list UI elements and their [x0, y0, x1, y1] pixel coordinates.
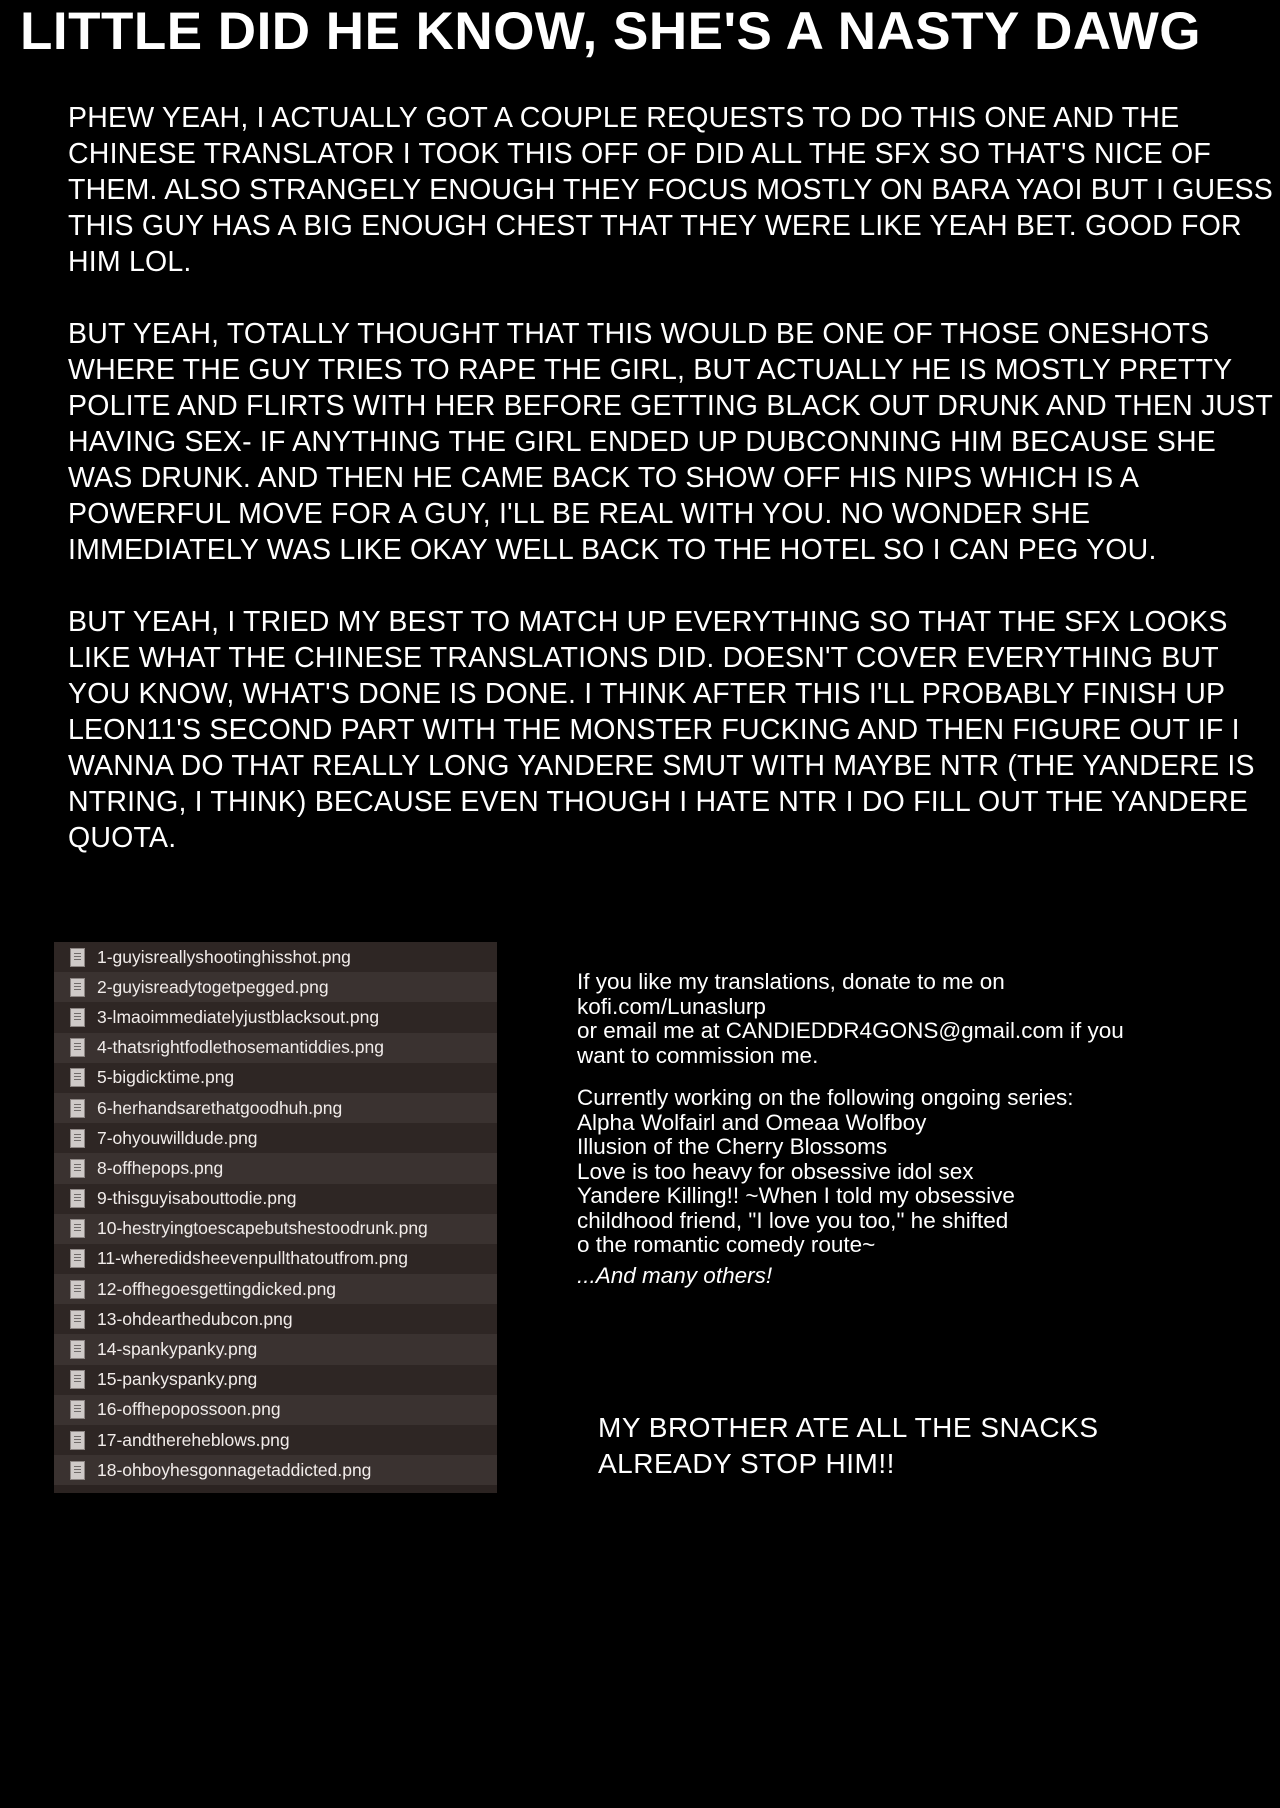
file-list-item[interactable]	[54, 1274, 497, 1304]
file-name: 7-ohyouwilldude.png	[97, 1127, 258, 1148]
file-list-item[interactable]	[54, 1304, 497, 1334]
file-name: 1-guyisreallyshootinghisshot.png	[97, 946, 351, 967]
image-file-icon	[70, 948, 85, 967]
file-name: 17-andthereheblows.png	[97, 1429, 290, 1450]
translator-notes	[68, 100, 1280, 892]
email-line: or email me at CANDIEDDR4GONS@gmail.com if you	[577, 1018, 1124, 1043]
snacks-note: MY BROTHER ATE ALL THE SNACKS ALREADY STOP HIM!!	[598, 1412, 1099, 1479]
file-name: 6-herhandsarethatgoodhuh.png	[97, 1097, 343, 1118]
file-name: 4-thatsrightfodlethosemantiddies.png	[97, 1037, 384, 1058]
file-list-item[interactable]	[54, 1153, 497, 1183]
file-list-item[interactable]	[54, 1063, 497, 1093]
file-name: 3-lmaoimmediatelyjustblacksout.png	[97, 1006, 380, 1027]
file-list-item[interactable]	[54, 1214, 497, 1244]
image-file-icon	[70, 1189, 85, 1208]
file-list-item[interactable]	[54, 1093, 497, 1123]
image-file-icon	[70, 1249, 85, 1268]
image-file-icon	[70, 1340, 85, 1359]
image-file-icon	[70, 978, 85, 997]
file-name: 15-pankyspanky.png	[97, 1369, 258, 1390]
file-list-item[interactable]	[54, 972, 497, 1002]
file-list-item[interactable]	[54, 1002, 497, 1032]
image-file-icon	[70, 1310, 85, 1329]
image-file-icon	[70, 1159, 85, 1178]
image-file-icon	[70, 1099, 85, 1118]
file-name: 5-bigdicktime.png	[97, 1067, 235, 1088]
image-file-icon	[70, 1400, 85, 1419]
file-name: 2-guyisreadytogetpegged.png	[97, 976, 329, 997]
page-title: LITTLE DID HE KNOW, SHE'S A NASTY DAWG	[20, 2, 1201, 61]
series-info	[577, 1086, 1217, 1288]
file-list-item[interactable]	[54, 1123, 497, 1153]
file-name: 8-offhepops.png	[97, 1157, 224, 1178]
series-heading: Currently working on the following ongoing series:	[577, 1085, 1074, 1110]
image-file-icon	[70, 1431, 85, 1450]
file-list-item[interactable]	[54, 1244, 497, 1274]
file-list-item[interactable]	[54, 1334, 497, 1364]
image-file-icon	[70, 1219, 85, 1238]
notes-paragraph-3: BUT YEAH, I TRIED MY BEST TO MATCH UP EVERYTHING SO THAT THE SFX LOOKS LIKE WHAT THE CHINESE TRANSLATIONS DID. DOESN'T COVER EVERYTHING BUT YOU KNOW, WHAT'S DONE IS DONE. I THINK AFTER THIS I'LL PROBABLY FINISH UP LEON11'S SECOND PART WITH THE MONSTER FUCKING AND THEN FIGURE OUT IF I WANNA DO THAT REALLY LONG YANDERE SMUT WITH MAYBE NTR (THE YANDERE IS NTRING, I THINK) BECAUSE EVEN THOUGH I HATE NTR I DO FILL OUT THE YANDERE QUOTA.	[68, 606, 1255, 854]
file-list-item[interactable]	[54, 1455, 497, 1485]
notes-paragraph-1: PHEW YEAH, I ACTUALLY GOT A COUPLE REQUESTS TO DO THIS ONE AND THE CHINESE TRANSLATOR I TOOK THIS OFF OF DID ALL THE SFX SO THAT'S NICE OF THEM. ALSO STRANGELY ENOUGH THEY FOCUS MOSTLY ON BARA YAOI BUT I GUESS THIS GUY HAS A BIG ENOUGH CHEST THAT THEY WERE LIKE YEAH BET. GOOD FOR HIM LOL.	[68, 102, 1273, 278]
series-item: Alpha Wolfairl and Omeaa Wolfboy	[577, 1109, 927, 1135]
file-list-item[interactable]	[54, 942, 497, 972]
file-name: 9-thisguyisabouttodie.png	[97, 1188, 297, 1209]
file-list-item[interactable]	[54, 1425, 497, 1455]
file-name: 10-hestryingtoescapebutshestoodrunk.png	[97, 1218, 428, 1239]
file-name: 11-wheredidsheevenpullthatoutfrom.png	[97, 1248, 408, 1269]
donate-info	[577, 970, 1217, 1068]
file-list-item[interactable]	[54, 1365, 497, 1395]
kofi-link[interactable]: kofi.com/Lunaslurp	[577, 993, 766, 1019]
image-file-icon	[70, 1008, 85, 1027]
notes-paragraph-2: BUT YEAH, TOTALLY THOUGHT THAT THIS WOULD BE ONE OF THOSE ONESHOTS WHERE THE GUY TRIES TO RAPE THE GIRL, BUT ACTUALLY HE IS MOSTLY PRETTY POLITE AND FLIRTS WITH HER BEFORE GETTING BLACK OUT DRUNK AND THEN JUST HAVING SEX- IF ANYTHING THE GIRL ENDED UP DUBCONNING HIM BECAUSE SHE WAS DRUNK. AND THEN HE CAME BACK TO SHOW OFF HIS NIPS WHICH IS A POWERFUL MOVE FOR A GUY, I'LL BE REAL WITH YOU. NO WONDER SHE IMMEDIATELY WAS LIKE OKAY WELL BACK TO THE HOTEL SO I CAN PEG YOU.	[68, 318, 1273, 566]
image-file-icon	[70, 1280, 85, 1299]
series-item: Yandere Killing!! ~When I told my obsessive	[577, 1183, 1015, 1208]
image-file-icon	[70, 1461, 85, 1480]
file-name: 16-offhepopossoon.png	[97, 1399, 281, 1420]
series-item: o the romantic comedy route~	[577, 1232, 876, 1257]
and-more-text: ...And many others!	[577, 1262, 773, 1288]
image-file-icon	[70, 1068, 85, 1087]
commission-line: want to commission me.	[577, 1042, 819, 1068]
file-list-item[interactable]	[54, 1395, 497, 1425]
file-list-item[interactable]	[54, 1033, 497, 1063]
image-file-icon	[70, 1370, 85, 1389]
series-item: Love is too heavy for obsessive idol sex	[577, 1158, 974, 1184]
file-name: 14-spankypanky.png	[97, 1339, 258, 1360]
file-name: 18-ohboyhesgonnagetaddicted.png	[97, 1459, 372, 1480]
file-list	[54, 942, 497, 1493]
file-list-item[interactable]	[54, 1184, 497, 1214]
credits-block	[577, 970, 1217, 1306]
image-file-icon	[70, 1129, 85, 1148]
file-name: 12-offhegoesgettingdicked.png	[97, 1278, 337, 1299]
donate-line: If you like my translations, donate to me on	[577, 969, 1005, 994]
image-file-icon	[70, 1038, 85, 1057]
series-item: childhood friend, "I love you too," he shifted	[577, 1207, 1009, 1233]
series-item: Illusion of the Cherry Blossoms	[577, 1134, 888, 1159]
file-name: 13-ohdearthedubcon.png	[97, 1308, 293, 1329]
